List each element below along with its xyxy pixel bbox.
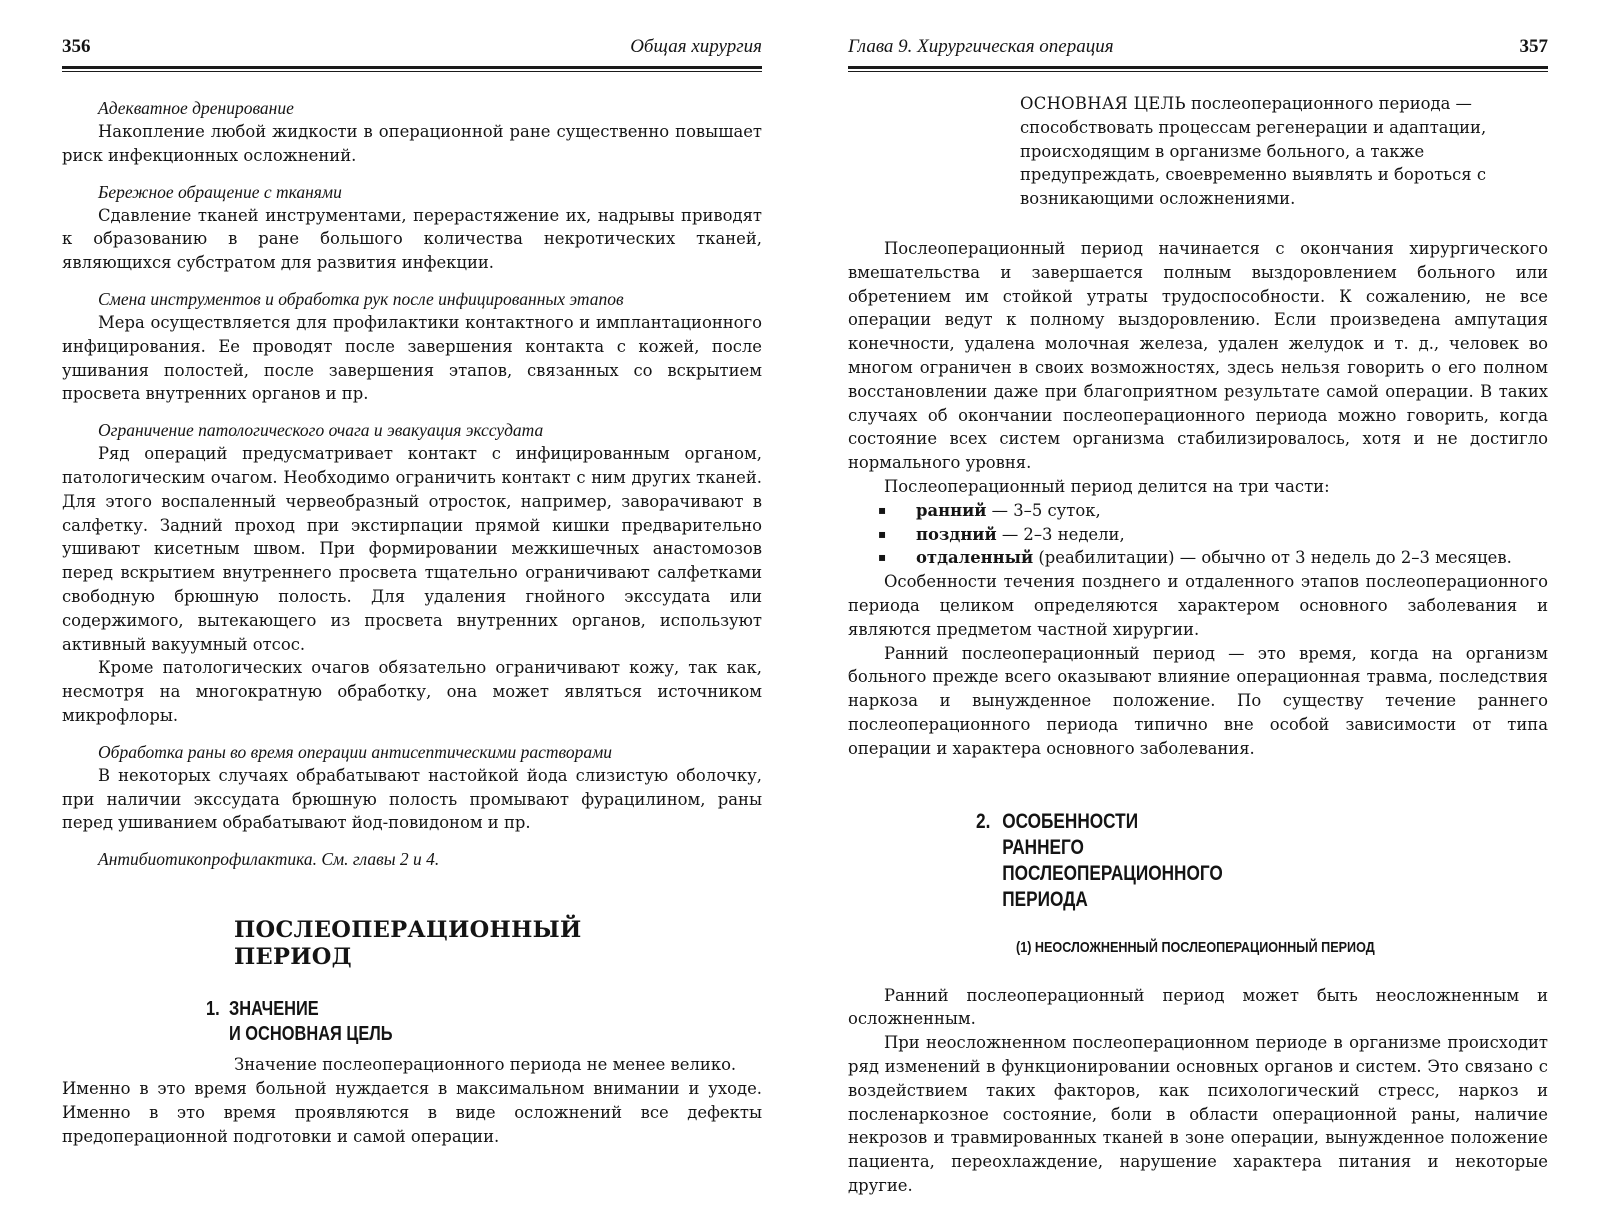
phase-name: отдаленный xyxy=(916,548,1034,568)
goal-lead: ОСНОВНАЯ ЦЕЛЬ xyxy=(1020,94,1186,113)
section-heading xyxy=(206,997,662,1047)
header-rule xyxy=(848,66,1548,69)
chapter-title xyxy=(234,917,762,971)
phase-item xyxy=(878,499,1548,523)
main-goal-box xyxy=(1020,92,1548,211)
paragraph: В некоторых случаях обрабатывают настойкой йода слизистую оболочку, при наличии экссудата брюшную полость промывают фурацилином, раны перед ушиванием обрабатывают йод-повидоном и пр. xyxy=(62,765,762,833)
phase-item xyxy=(878,523,1548,547)
spacer xyxy=(62,168,762,180)
right-page xyxy=(848,0,1548,1211)
phase-name: поздний xyxy=(916,524,997,544)
paragraph: При неосложненном послеоперационном периоде в организме происходит ряд изменений в функционировании основных органов и систем. Это связано с воздействием таких факторов, как психологический стресс, наркоз и посленаркозное состояние, боли в области операционной раны, наличие некрозов и травмированных тканей в зоне операции, вынужденное положение пациента, переохлаждение, нарушение характера питания и некоторые другие. xyxy=(848,1033,1548,1195)
chapter-title-line: ПОСЛЕОПЕРАЦИОННЫЙ xyxy=(234,917,582,944)
section-heading-line: ПОСЛЕОПЕРАЦИОННОГО xyxy=(1002,861,1223,885)
spacer xyxy=(62,728,762,740)
spacer xyxy=(62,275,762,287)
section-heading xyxy=(976,809,1445,913)
paragraph: Ряд операций предусматривает контакт с инфицированным органом, патологическим очагом. Необходимо ограничить контакт с ним других тканей. Для этого воспаленный червеобразный отросток, например, заворачивают в салфетку. Задний проход при экстирпации прямой кишки предварительно ушивают кисетным швом. При формировании межкишечных анастомозов перед вскрытием внутреннего просвета тщательно ограничивают салфетками свободную брюшную полость. Для удаления гнойного экссудата или содержимого, вытекающего из просвета внутренних органов, используют активный вакуумный отсос. xyxy=(62,444,762,654)
running-head: Общая хирургия xyxy=(630,36,762,57)
section-heading-line: ПЕРИОДА xyxy=(1002,887,1088,911)
running-head: Глава 9. Хирургическая операция xyxy=(848,36,1114,57)
page-number: 357 xyxy=(1519,36,1548,57)
phase-name: ранний xyxy=(916,500,987,520)
page-header xyxy=(62,36,762,62)
paragraph: Кроме патологических очагов обязательно ограничивают кожу, так как, несмотря на многократную обработку, она может являться источником микрофлоры. xyxy=(62,658,762,725)
goal-text: послеоперационного периода — способствовать процессам регенерации и адаптации, происходящим в организме больного, а также предупреждать, своевременно выявлять и бороться с возникающими осложнениями. xyxy=(1020,94,1487,209)
paragraph: Ранний послеоперационный период — это время, когда на организм больного прежде всего оказывают влияние операционная травма, последствия наркоза и вынужденное положение. По существу течение раннего послеоперационного периода типично вне особой зависимости от типа операции и характера основного заболевания. xyxy=(848,643,1548,758)
section-heading-line: РАННЕГО xyxy=(1002,835,1084,859)
paragraph: Ранний послеоперационный период может быть неосложненным и осложненным. xyxy=(848,985,1548,1029)
italic-subheading: Обработка раны во время операции антисептическими растворами xyxy=(98,741,613,762)
italic-subheading: Смена инструментов и обработка рук после инфицированных этапов xyxy=(98,288,624,309)
section-number: 1. xyxy=(206,998,220,1021)
section-number: 2. xyxy=(976,809,991,833)
page-body xyxy=(848,92,1548,1198)
phase-list xyxy=(848,499,1548,570)
paragraph: Особенности течения позднего и отдаленного этапов послеоперационного периода целиком определяются характером основного заболевания и являются предметом частной хирургии. xyxy=(848,572,1548,639)
phase-desc: — 3–5 суток, xyxy=(986,500,1101,520)
section-heading-line: И ОСНОВНАЯ ЦЕЛЬ xyxy=(228,1023,393,1046)
left-items xyxy=(62,96,762,871)
phase-desc: (реабилитации) — обычно от 3 недель до 2–3 месяцев. xyxy=(1033,548,1512,568)
italic-subheading: Ограничение патологического очага и эвакуация экссудата xyxy=(98,420,544,441)
section-heading-line: ЗНАЧЕНИЕ xyxy=(228,998,319,1021)
subsection-heading: (1) НЕОСЛОЖНЕННЫЙ ПОСЛЕОПЕРАЦИОННЫЙ ПЕРИОД xyxy=(1016,938,1375,956)
paragraph: Значение послеоперационного периода не менее велико. xyxy=(234,1055,737,1075)
paragraph: Послеоперационный период начинается с окончания хирургического вмешательства и завершается полным выздоровлением больного или обретением им стойкой утраты трудоспособности. К сожалению, не все операции ведут к полному выздоровлению. Если произведена ампутация конечности, удалена молочная железа, удален желудок и т. д., человек во многом ограничен в своих возможностях, здесь нельзя говорить о его полном восстановлении даже при благоприятном результате самой операции. В таких случаях об окончании послеоперационного периода можно говорить, когда состояние всех систем организма стабилизировалось, хотя и не достигло нормального уровня. xyxy=(848,238,1548,473)
left-page xyxy=(62,0,762,1211)
page-number: 356 xyxy=(62,36,91,57)
spacer xyxy=(62,835,762,847)
paragraph: Именно в это время больной нуждается в максимальном внимании и уходе. Именно в это время проявляются в виде осложнений все дефекты предоперационной подготовки и самой операции. xyxy=(62,1078,762,1146)
paragraph: Накопление любой жидкости в операционной ране существенно повышает риск инфекционных осложнений. xyxy=(62,122,762,165)
italic-subheading: Адекватное дренирование xyxy=(98,98,294,118)
phase-item xyxy=(878,546,1548,570)
paragraph: Мера осуществляется для профилактики контактного и имплантационного инфицирования. Ее проводят после завершения контакта с кожей, после ушивания полостей, после завершения этапов, связанных со вскрытием просвета внутренних органов и пр. xyxy=(62,312,762,404)
paragraph: Сдавление тканей инструментами, перерастяжение их, надрывы приводят к образованию в ране большого количества некротических тканей, являющихся субстратом для развития инфекции. xyxy=(62,205,762,273)
chapter-title-line: ПЕРИОД xyxy=(234,944,352,971)
paragraph: Послеоперационный период делится на три части: xyxy=(884,476,1330,496)
italic-subheading: Антибиотикопрофилактика. См. главы 2 и 4. xyxy=(98,849,440,870)
page-body xyxy=(62,96,762,1148)
spacer xyxy=(62,406,762,418)
section-heading-line: ОСОБЕННОСТИ xyxy=(1002,809,1139,833)
italic-subheading: Бережное обращение с тканями xyxy=(98,181,342,202)
phase-desc: — 2–3 недели, xyxy=(996,524,1125,544)
page-header xyxy=(848,36,1548,62)
header-rule xyxy=(62,66,762,69)
